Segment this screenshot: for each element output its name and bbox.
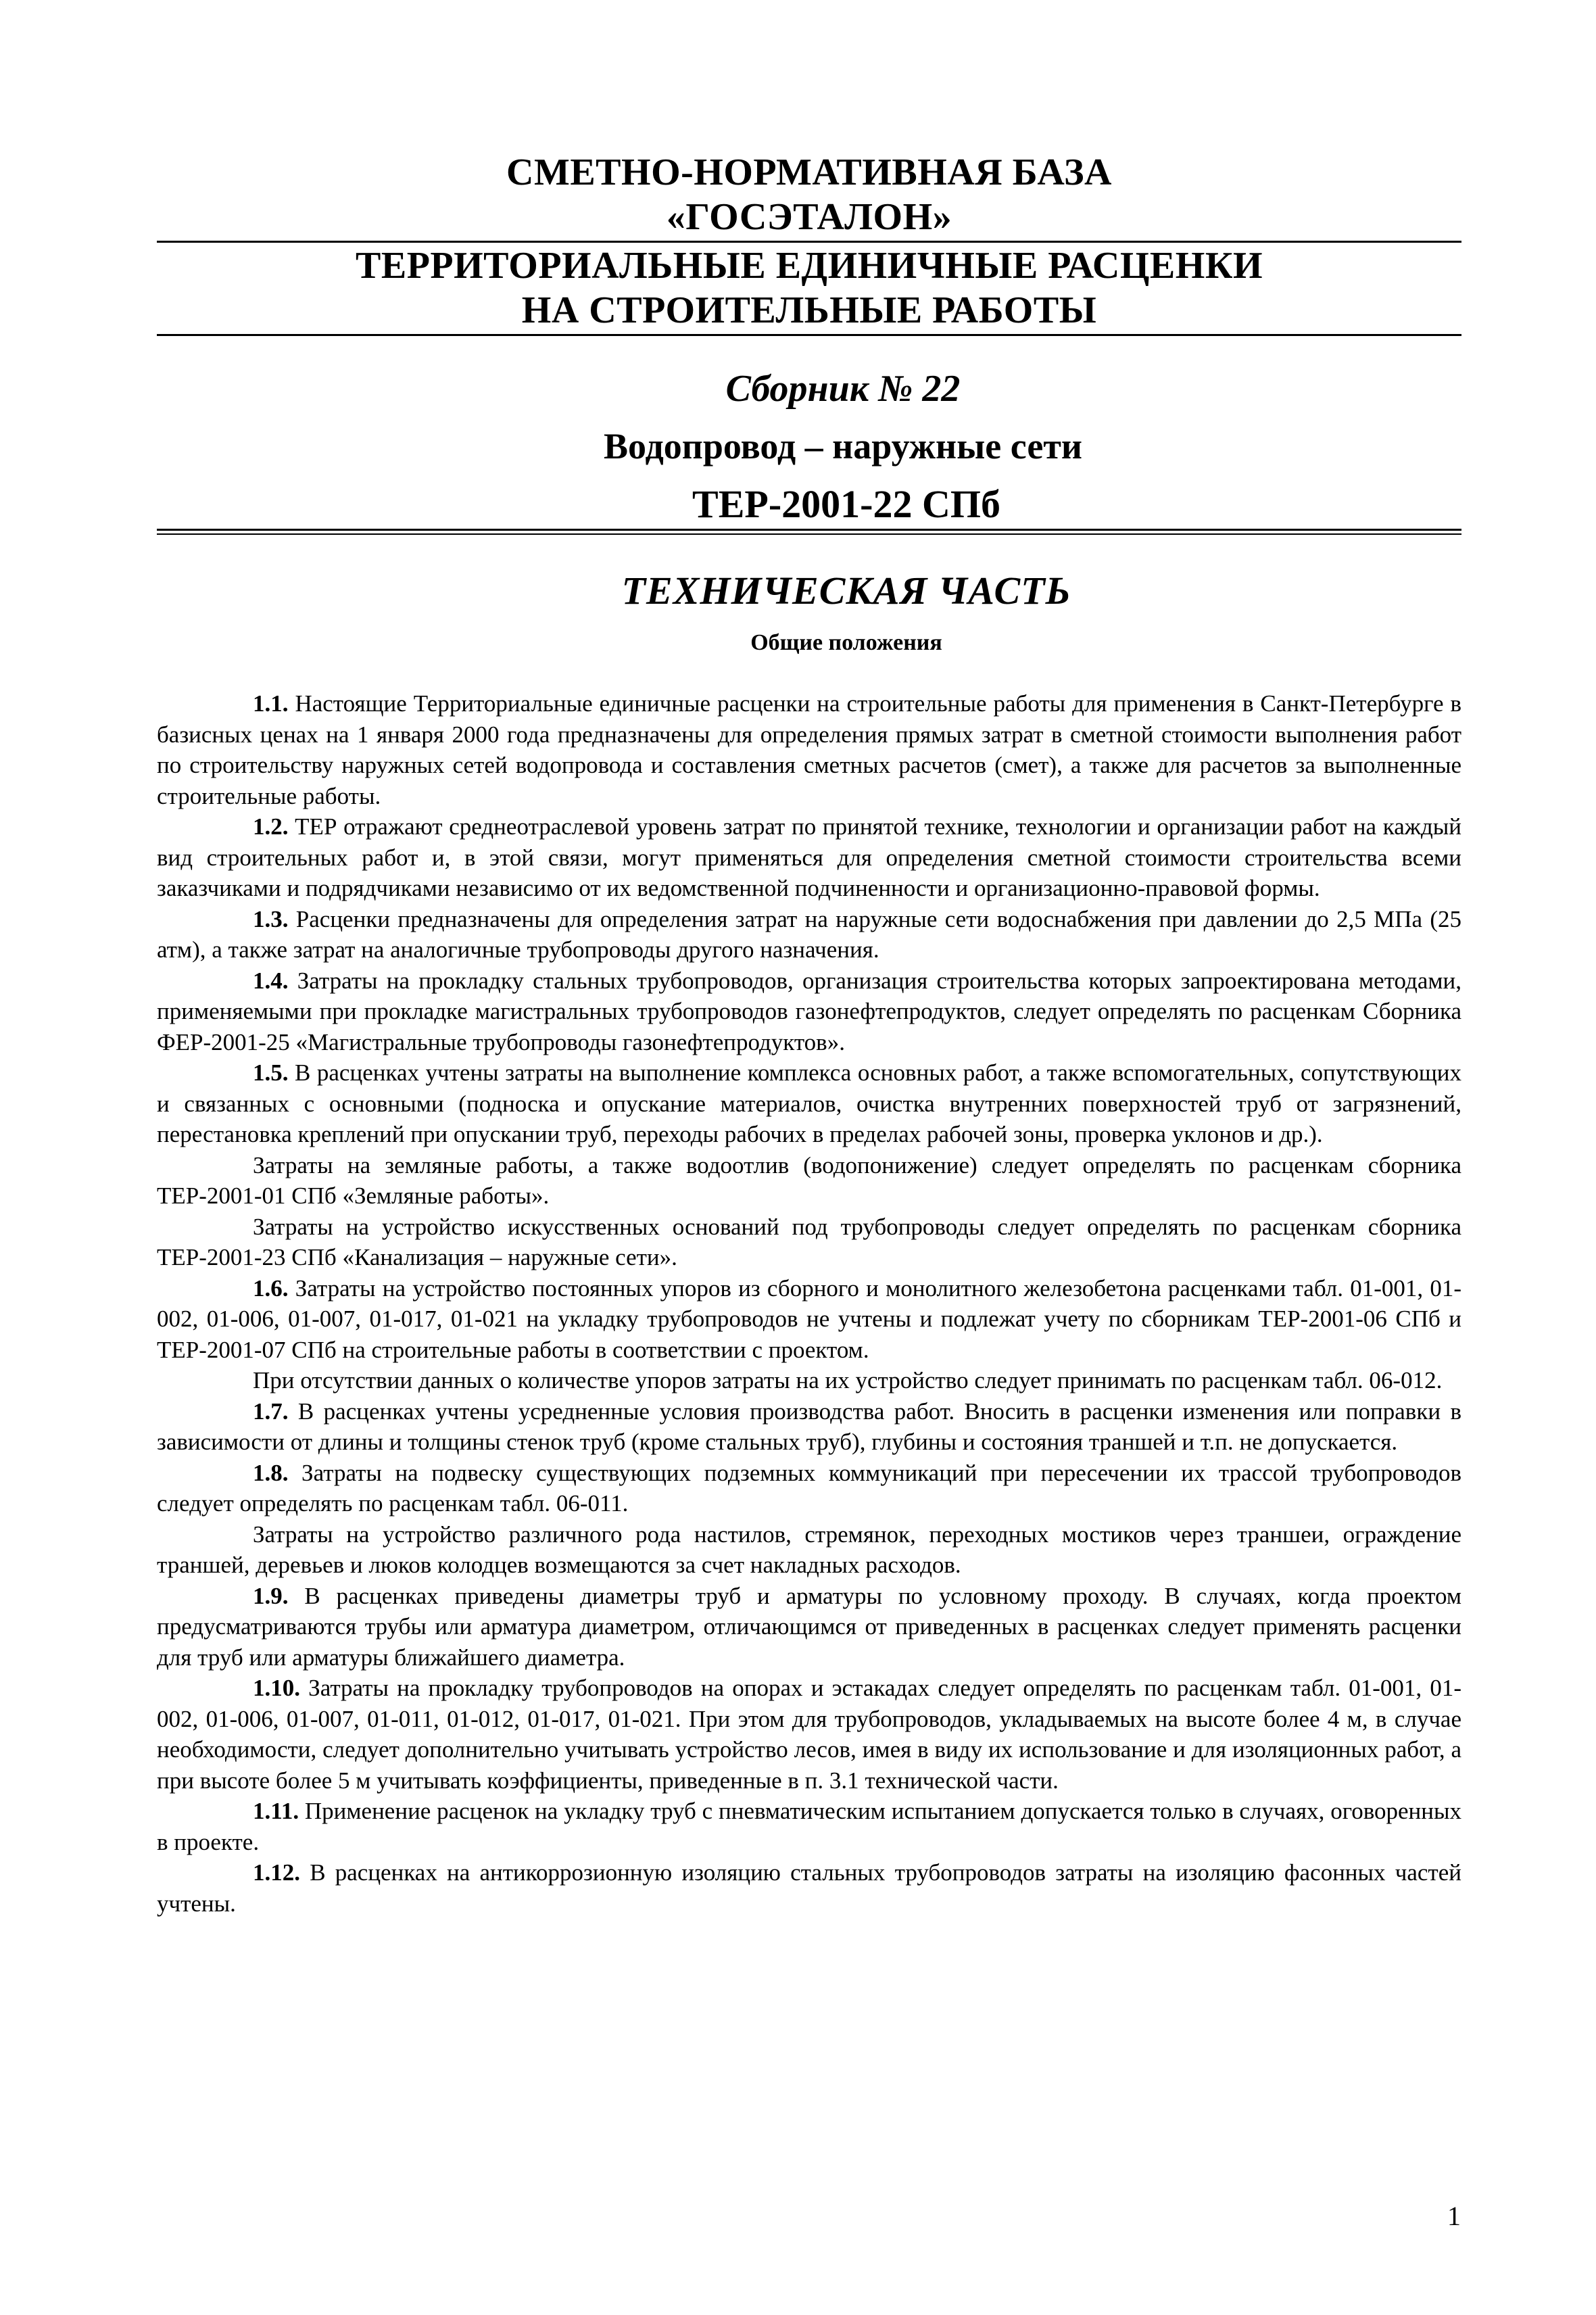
paragraph [157,688,1461,811]
paragraph-number: 1.12. [253,1859,300,1886]
paragraph-text: Применение расценок на укладку труб с пневматическим испытанием допускается только в случаях, оговоренных в проекте. [157,1798,1461,1855]
paragraph-text: Затраты на устройство искусственных оснований под трубопроводы следует определять по расценкам сборника ТЕР-2001-23 СПб «Канализация – наружные сети». [157,1213,1461,1270]
paragraph-number: 1.1. [253,690,289,717]
paragraph [157,1057,1461,1150]
paragraph-text: ТЕР отражают среднеотраслевой уровень затрат по принятой технике, технологии и организации работ на каждый вид строительных работ и, в этой связи, могут применяться для определения сметной стоимости строительства всеми заказчиками и подрядчиками независимо от их ведомственной подчиненности и организационно-правовой формы. [157,813,1461,901]
paragraph [157,1857,1461,1919]
paragraph-number: 1.2. [253,813,289,840]
paragraph-number: 1.10. [253,1675,300,1701]
paragraph [157,1581,1461,1673]
paragraph-text: В расценках на антикоррозионную изоляцию стальных трубопроводов затраты на изоляцию фасонных частей учтены. [157,1859,1461,1917]
header-line-3: ТЕРРИТОРИАЛЬНЫЕ ЕДИНИЧНЫЕ РАСЦЕНКИ [355,245,1263,287]
paragraph-text: В расценках учтены усредненные условия производства работ. Вносить в расценки изменения или поправки в зависимости от длины и толщины стенок труб (кроме стальных труб), глубины и состояния траншей и т.п. не допускается. [157,1398,1461,1455]
paragraph [157,904,1461,965]
header-main [157,150,1461,239]
paragraph [157,1796,1461,1857]
paragraph [157,1365,1461,1396]
paragraph-text: Настоящие Территориальные единичные расценки на строительные работы для применения в Санкт-Петербурге в базисных ценах на 1 января 2000 года предназначены для определения прямых затрат в сметной стоимости выполнения работ по строительству наружных сетей водопровода и составления сметных расчетов (смет), а также для расчетов за выполненные строительные работы. [157,690,1461,809]
paragraph-text: В расценках приведены диаметры труб и арматуры по условному проходу. В случаях, когда проектом предусматриваются трубы или арматура диаметром, отличающимся от приведенных в расценках следует применять расценки для труб или арматуры ближайшего диаметра. [157,1582,1461,1671]
paragraph [157,965,1461,1058]
paragraph-number: 1.8. [253,1459,289,1486]
paragraph [157,1273,1461,1366]
paragraph-text: Затраты на прокладку трубопроводов на опорах и эстакадах следует определять по расценкам табл. 01-001, 01-002, 01-006, 01-007, 01-011, 01-012, 01-017, 01-021. При этом для трубопроводов, укладываемых на высоте более 4 м, в случае необходимости, следует дополнительно учитывать устройство лесов, имея в виду их использование и для изоляционных работ, а при высоте более 5 м учитывать коэффициенты, приведенные в п. 3.1 технической части. [157,1675,1461,1794]
header-sub [157,243,1461,333]
paragraph-text: Затраты на подвеску существующих подземных коммуникаций при пересечении их трассой трубопроводов следует определять по расценкам табл. 06-011. [157,1459,1461,1517]
header-line-1: СМЕТНО-НОРМАТИВНАЯ БАЗА [506,151,1112,193]
paragraph [157,1150,1461,1212]
paragraph [157,811,1461,904]
header-line-4: НА СТРОИТЕЛЬНЫЕ РАБОТЫ [521,289,1097,331]
section-subtitle: Общие положения [750,630,942,655]
paragraph-number: 1.6. [253,1274,289,1302]
collection-code: ТЕР-2001-22 СПб [692,482,1000,526]
paragraph-text: Расценки предназначены для определения затрат на наружные сети водоснабжения при давлении до 2,5 МПа (25 атм), а также затрат на аналогичные трубопроводы другого назначения. [157,905,1461,963]
page-number: 1 [1447,2201,1461,2231]
header-divider-1 [157,241,1461,243]
paragraph-number: 1.7. [253,1398,289,1425]
paragraph-text: В расценках учтены затраты на выполнение комплекса основных работ, а также вспомогательных, сопутствующих и связанных с основными (подноска и опускание материалов, очистка внутренних поверхностей труб от загрязнений, перестановка креплений при опускании труб, переходы рабочих в пределах рабочей зоны, проверка уклонов и др.). [157,1059,1461,1147]
paragraph [157,1212,1461,1273]
header-divider-2 [157,334,1461,336]
paragraph-text: Затраты на земляные работы, а также водоотлив (водопонижение) следует определять по расценкам сборника ТЕР-2001-01 СПб «Земляные работы». [157,1151,1461,1209]
paragraph-number: 1.9. [253,1582,289,1609]
paragraph-text: Затраты на устройство различного рода настилов, стремянок, переходных мостиков через траншеи, ограждение траншей, деревьев и люков колодцев возмещаются за счет накладных расходов. [157,1521,1461,1578]
paragraph-text: При отсутствии данных о количестве упоров затраты на их устройство следует принимать по расценкам табл. 06-012. [253,1367,1443,1393]
collection-divider [157,529,1461,535]
body-text [157,688,1461,1919]
paragraph [157,1396,1461,1458]
header-line-2: «ГОСЭТАЛОН» [666,196,952,238]
paragraph-number: 1.3. [253,905,289,932]
paragraph-number: 1.11. [253,1798,299,1824]
paragraph-number: 1.4. [253,967,289,994]
paragraph [157,1519,1461,1581]
paragraph-text: Затраты на устройство постоянных упоров из сборного и монолитного железобетона расценками табл. 01-001, 01-002, 01-006, 01-007, 01-017, 01-021 на укладку трубопроводов не учтены и подлежат учету по сборникам ТЕР-2001-06 СПб и ТЕР-2001-07 СПб на строительные работы в соответствии с проектом. [157,1274,1461,1363]
collection-title: Сборник № 22 [725,368,961,410]
paragraph [157,1458,1461,1519]
paragraph-text: Затраты на прокладку стальных трубопроводов, организация строительства которых запроектирована методами, применяемыми при прокладке магистральных трубопроводов газонефтепродуктов, следует определять по расценкам Сборника ФЕР-2001-25 «Магистральные трубопроводы газонефтепродуктов». [157,967,1461,1055]
collection-subtitle: Водопровод – наружные сети [604,426,1082,467]
section-title: ТЕХНИЧЕСКАЯ ЧАСТЬ [621,569,1071,613]
paragraph [157,1673,1461,1796]
paragraph-number: 1.5. [253,1059,289,1086]
